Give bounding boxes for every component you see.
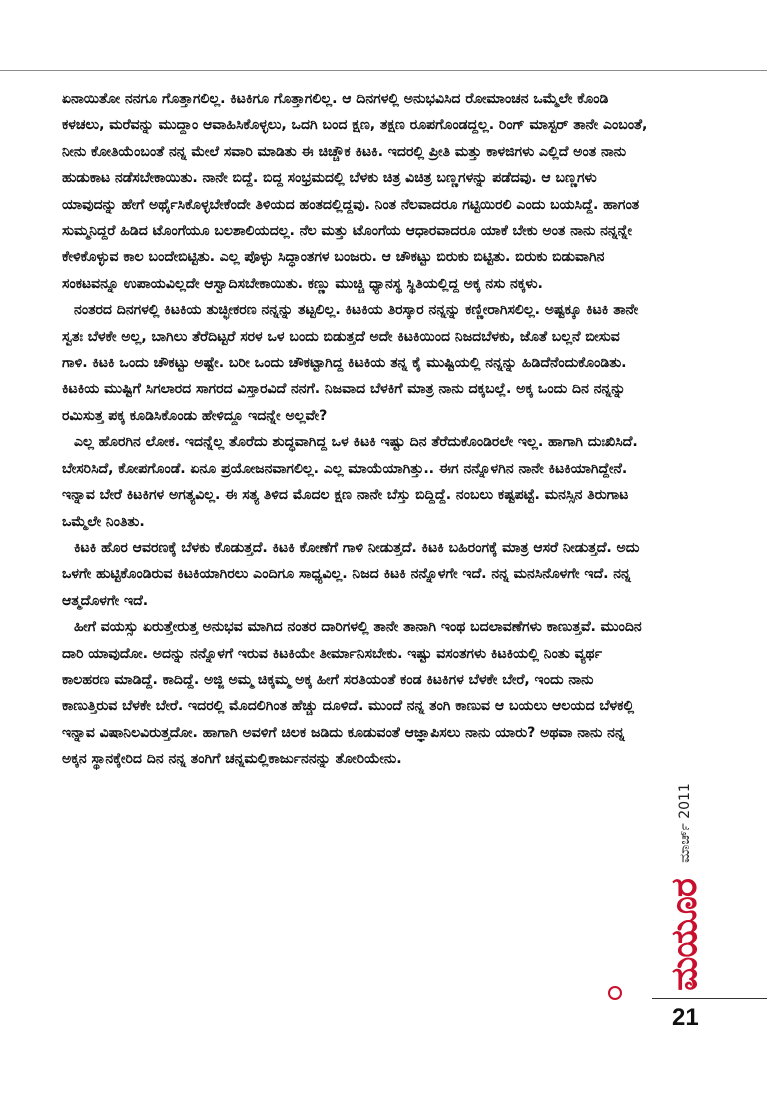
- magazine-logo: [660, 880, 710, 990]
- article-paragraph: ನಂತರದ ದಿನಗಳಲ್ಲಿ ಕಿಟಕಿಯ ತುಚ್ಛೀಕರಣ ನನ್ನನ್ನು ತಟ್ಟಲಿಲ್ಲ. ಕಿಟಕಿಯ ತಿರಸ್ಕಾರ ನನ್ನನ್ನು ಕಣ್ಣೀರಾಗಿಸಲಿಲ್ಲ. ಅಷ್ಟಕ್ಕೂ ಕಿಟಕಿ ತಾನೇ ಸ್ವತಃ ಬೆಳಕೇ ಅಲ್ಲ, ಬಾಗಿಲು ತೆರೆದಿಟ್ಟರೆ ಸರಳ ಒಳ ಬಂದು ಬಿಡುತ್ತದೆ ಅದೇ ಕಿಟಕಿಯಿಂದ ನಿಜದಬೆಳಕು, ಜೊತೆ ಬಲ್ಲನೆ ಬೀಸುವ ಗಾಳಿ. ಕಿಟಕಿ ಒಂದು ಚೌಕಟ್ಟು ಅಷ್ಟೇ. ಬರೀ ಒಂದು ಚೌಕಟ್ಟಾಗಿದ್ದ ಕಿಟಕಿಯ ತನ್ನ ಕೈ ಮುಷ್ಟಿಯಲ್ಲಿ ನನ್ನನ್ನು ಹಿಡಿದೆನೆಂದುಕೊಂಡಿತು. ಕಿಟಕಿಯ ಮುಷ್ಟಿಗೆ ಸಿಗಲಾರದ ಸಾಗರದ ವಿಸ್ತಾರವಿದೆ ನನಗೆ. ನಿಜವಾದ ಬೆಳಕಿಗೆ ಮಾತ್ರ ನಾನು ದಕ್ಕಬಲ್ಲೆ. ಅಕ್ಕ ಒಂದು ದಿನ ನನ್ನನ್ನು ರಮಿಸುತ್ತ ಪಕ್ಕ ಕೂಡಿಸಿಕೊಂಡು ಹೇಳಿದ್ದೂ ಇದನ್ನೇ ಅಲ್ಲವೇ?: [62, 302, 639, 424]
- top-divider: [0, 70, 767, 71]
- article-paragraph: ಎಲ್ಲ ಹೊರಗಿನ ಲೋಕ. ಇದನ್ನೆಲ್ಲ ತೊರೆದು ಶುದ್ಧವಾಗಿದ್ದ ಒಳ ಕಿಟಕಿ ಇಷ್ಟು ದಿನ ತೆರೆದುಕೊಂಡಿರಲೇ ಇಲ್ಲ. ಹಾಗಾಗಿ ದುಃಖಿಸಿದೆ. ಬೇಸರಿಸಿದೆ, ಕೋಪಗೊಂಡೆ. ಏನೂ ಪ್ರಯೋಜನವಾಗಲಿಲ್ಲ. ಎಲ್ಲ ಮಾಯೆಯಾಗಿತ್ತು.. ಈಗ ನನ್ನೊಳಗಿನ ನಾನೇ ಕಿಟಕಿಯಾಗಿದ್ದೇನೆ. ಇನ್ನಾವ ಬೇರೆ ಕಿಟಕಿಗಳ ಅಗತ್ಯವಿಲ್ಲ. ಈ ಸತ್ಯ ತಿಳಿದ ಮೊದಲ ಕ್ಷಣ ನಾನೇ ಬೆಸ್ತು ಬಿದ್ದಿದ್ದೆ. ನಂಬಲು ಕಷ್ಟಪಟ್ಟೆ. ಮನಸ್ಸಿನ ತಿರುಗಾಟ ಒಮ್ಮೆಲೇ ನಿಂತಿತು.: [62, 434, 638, 530]
- issue-date-text: ಮಾರ್ಚ್ 2011: [677, 782, 693, 863]
- page-number: 21: [672, 1004, 699, 1031]
- article-paragraph: ಏನಾಯಿತೋ ನನಗೂ ಗೊತ್ತಾಗಲಿಲ್ಲ. ಕಿಟಕಿಗೂ ಗೊತ್ತಾಗಲಿಲ್ಲ. ಆ ದಿನಗಳಲ್ಲಿ ಅನುಭವಿಸಿದ ರೋಮಾಂಚನ ಒಮ್ಮೆಲೇ ಕೊಂಡಿ ಕಳಚಲು, ಮರೆವನ್ನು ಮುದ್ದಾಂ ಆವಾಹಿಸಿಕೊಳ್ಳಲು, ಒದಗಿ ಬಂದ ಕ್ಷಣ, ತಕ್ಷಣ ರೂಪಗೊಂಡದ್ದಲ್ಲ. ರಿಂಗ್ ಮಾಸ್ಟರ್ ತಾನೇ ಎಂಬಂತೆ, ನೀನು ಕೋತಿಯೆಂಬಂತೆ ನನ್ನ ಮೇಲೆ ಸವಾರಿ ಮಾಡಿತು ಈ ಚಿಚ್ಚೌಕ ಕಿಟಕಿ. ಇದರಲ್ಲಿ ಪ್ರೀತಿ ಮತ್ತು ಕಾಳಜಿಗಳು ಎಲ್ಲಿದೆ ಅಂತ ನಾನು ಹುಡುಕಾಟ ನಡೆಸಬೇಕಾಯಿತು. ನಾನೇ ಬಿದ್ದೆ. ಬಿದ್ದ ಸಂಭ್ರಮದಲ್ಲಿ ಬೆಳಕು ಚಿತ್ರ ವಿಚಿತ್ರ ಬಣ್ಣಗಳನ್ನು ಪಡೆದವು. ಆ ಬಣ್ಣಗಳು ಯಾವುದನ್ನು ಹೇಗೆ ಅರ್ಥೈಸಿಕೊಳ್ಳಬೇಕೆಂದೇ ತಿಳಿಯದ ಹಂತದಲ್ಲಿದ್ದವು. ನಿಂತ ನೆಲವಾದರೂ ಗಟ್ಟಿಯಿರಲಿ ಎಂದು ಬಯಸಿದ್ದೆ. ಹಾಗಂತ ಸುಮ್ಮನಿದ್ದರೆ ಹಿಡಿದ ಟೊಂಗೆಯೂ ಬಲಶಾಲಿಯದಲ್ಲ. ನೆಲ ಮತ್ತು ಟೊಂಗೆಯ ಆಧಾರವಾದರೂ ಯಾಕೆ ಬೇಕು ಅಂತ ನಾನು ನನ್ನನ್ನೇ ಕೇಳಿಕೊಳ್ಳುವ ಕಾಲ ಬಂದೇಬಿಟ್ಟಿತು. ಎಲ್ಲ ಪೊಳ್ಳು ಸಿದ್ಧಾಂತಗಳ ಬಂಜರು. ಆ ಚೌಕಟ್ಟು ಬಿರುಕು ಬಿಟ್ಟಿತು. ಬಿರುಕು ಬಿಡುವಾಗಿನ ಸಂಕಟವನ್ನೂ ಉಪಾಯವಿಲ್ಲದೇ ಆಸ್ವಾದಿಸಬೇಕಾಯಿತು. ಕಣ್ಣು ಮುಚ್ಚಿ ಧ್ಯಾನಸ್ಥ ಸ್ಥಿತಿಯಲ್ಲಿದ್ದ ಅಕ್ಕ ನಸು ನಕ್ಕಳು.: [62, 91, 648, 292]
- end-of-article-mark: [608, 986, 622, 1000]
- article-body: [62, 86, 650, 773]
- footer-divider: [652, 998, 767, 999]
- issue-date: [665, 770, 705, 875]
- magazine-name: ಮಯೂರ: [664, 879, 705, 991]
- article-paragraph: ಕಿಟಕಿ ಹೊರ ಆವರಣಕ್ಕೆ ಬೆಳಕು ಕೊಡುತ್ತದೆ. ಕಿಟಕಿ ಕೋಣೆಗೆ ಗಾಳಿ ನೀಡುತ್ತದೆ. ಕಿಟಕಿ ಬಹಿರಂಗಕ್ಕೆ ಮಾತ್ರ ಆಸರೆ ನೀಡುತ್ತದೆ. ಅದು ಒಳಗೇ ಹುಟ್ಟಿಕೊಂಡಿರುವ ಕಿಟಕಿಯಾಗಿರಲು ಎಂದಿಗೂ ಸಾಧ್ಯವಿಲ್ಲ. ನಿಜದ ಕಿಟಕಿ ನನ್ನೊಳಗೇ ಇದೆ. ನನ್ನ ಮನಸಿನೊಳಗೇ ಇದೆ. ನನ್ನ ಆತ್ಮದೊಳಗೇ ಇದೆ.: [62, 539, 640, 609]
- article-paragraph: ಹೀಗೆ ವಯಸ್ಸು ಏರುತ್ತೇರುತ್ತ ಅನುಭವ ಮಾಗಿದ ನಂತರ ದಾರಿಗಳಲ್ಲಿ ತಾನೇ ತಾನಾಗಿ ಇಂಥ ಬದಲಾವಣೆಗಳು ಕಾಣುತ್ತವೆ. ಮುಂದಿನ ದಾರಿ ಯಾವುದೋ. ಅದನ್ನು ನನ್ನೊಳಗೆ ಇರುವ ಕಿಟಕಿಯೇ ತೀರ್ಮಾನಿಸಬೇಕು. ಇಷ್ಟು ವಸಂತಗಳು ಕಿಟಕಿಯಲ್ಲಿ ನಿಂತು ವ್ಯರ್ಥ ಕಾಲಹರಣ ಮಾಡಿದ್ದೆ. ಕಾದಿದ್ದೆ. ಅಜ್ಜಿ ಅಮ್ಮ ಚಿಕ್ಕಮ್ಮ ಅಕ್ಕ ಹೀಗೆ ಸರತಿಯಂತೆ ಕಂಡ ಕಿಟಕಿಗಳ ಬೆಳಕೇ ಬೇರೆ, ಇಂದು ನಾನು ಕಾಣುತ್ತಿರುವ ಬೆಳಕೇ ಬೇರೆ. ಇದರಲ್ಲಿ ಮೊದಲಿಗಿಂತ ಹೆಚ್ಚು ದೂಳಿದೆ. ಮುಂದೆ ನನ್ನ ತಂಗಿ ಕಾಣುವ ಆ ಬಯಲು ಆಲಯದ ಬೆಳಕಲ್ಲಿ ಇನ್ನಾವ ವಿಷಾನಿಲವಿರುತ್ತದೋ. ಹಾಗಾಗಿ ಅವಳಿಗೆ ಚಿಲಕ ಜಡಿದು ಕೂಡುವಂತೆ ಆಜ್ಞಾಪಿಸಲು ನಾನು ಯಾರು? ಅಥವಾ ನಾನು ನನ್ನ ಅಕ್ಕನ ಸ್ಥಾನಕ್ಕೇರಿದ ದಿನ ನನ್ನ ತಂಗಿಗೆ ಚನ್ನಮಲ್ಲಿಕಾರ್ಜುನನನ್ನು ತೋರಿಯೇನು.: [62, 619, 642, 768]
